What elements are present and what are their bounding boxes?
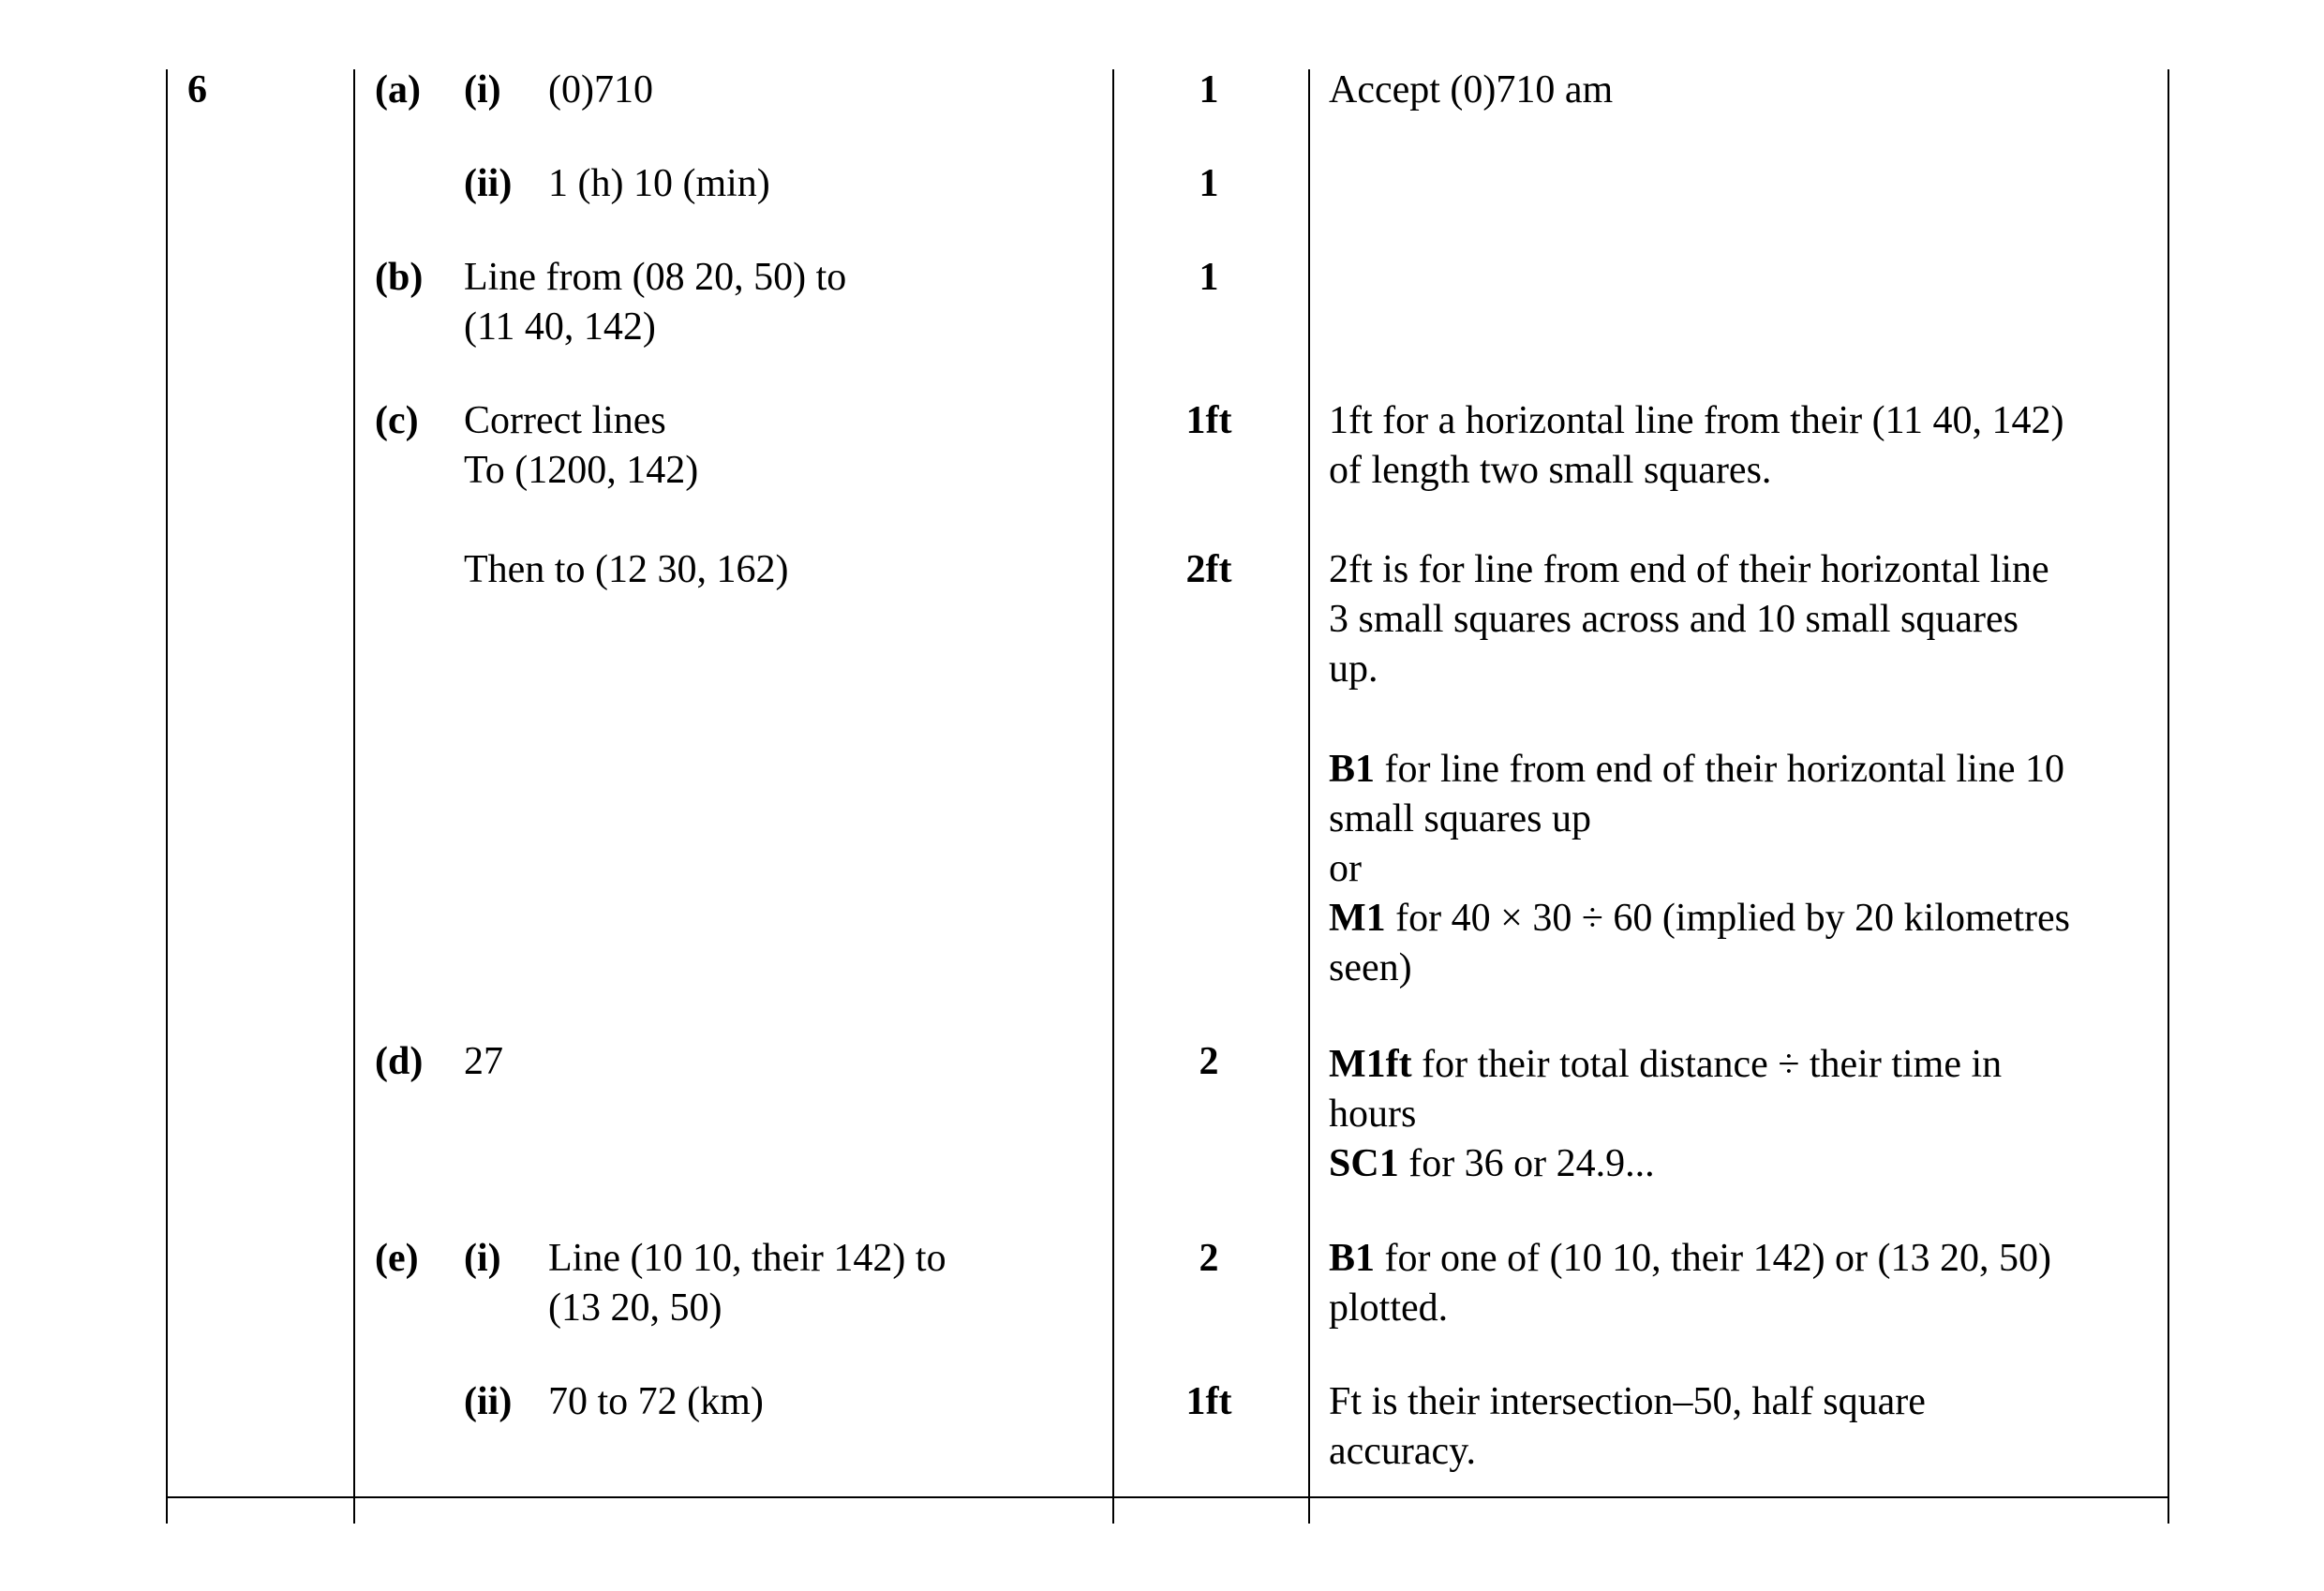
part-label-b: (b) — [375, 256, 424, 299]
b1-code-e: B1 — [1329, 1237, 1376, 1280]
answer-e-i — [548, 1234, 946, 1333]
guidance-e-i — [1329, 1234, 2051, 1333]
mark-d: 2 — [1199, 1040, 1219, 1083]
guidance-d — [1329, 1040, 2002, 1189]
mark-a-i: 1 — [1199, 68, 1219, 112]
answer-e-i-line-1: Line (10 10, their 142) to — [548, 1237, 946, 1280]
guidance-e-ii-line-2: accuracy. — [1329, 1430, 1476, 1473]
guidance-c-m1-line-2: seen) — [1329, 946, 1412, 989]
m1ft-code: M1ft — [1329, 1043, 1412, 1086]
answer-b-line-2: (11 40, 142) — [464, 305, 656, 349]
subpart-label-e-ii: (ii) — [464, 1380, 513, 1423]
table-divider-answer — [1112, 69, 1114, 1524]
guidance-c-then-line-1: 2ft is for line from end of their horizontal line — [1329, 548, 2049, 591]
question-number: 6 — [187, 68, 207, 112]
answer-c-line-1: Correct lines — [464, 399, 666, 442]
guidance-a-i: Accept (0)710 am — [1329, 68, 1614, 112]
answer-b-line-1: Line from (08 20, 50) to — [464, 256, 847, 299]
table-bottom-rule — [166, 1496, 2169, 1498]
guidance-e-i-line-2: plotted. — [1329, 1286, 1449, 1330]
table-border-left — [166, 69, 168, 1524]
guidance-c-then-line-3: up. — [1329, 647, 1378, 691]
answer-b — [464, 253, 846, 352]
part-label-a: (a) — [375, 68, 421, 112]
answer-c-then: Then to (12 30, 162) — [464, 548, 789, 591]
guidance-e-i-line-1 — [1329, 1234, 2051, 1284]
m1-text: for 40 × 30 ÷ 60 (implied by 20 kilometres — [1385, 897, 2070, 940]
answer-c-line-2: To (1200, 142) — [464, 449, 699, 492]
table-divider-marks — [1308, 69, 1310, 1524]
mark-e-ii: 1ft — [1185, 1380, 1232, 1423]
guidance-c-line-1: 1ft for a horizontal line from their (11 40, 142) — [1329, 399, 2064, 442]
table-border-right — [2168, 69, 2169, 1524]
b1-text-e: for one of (10 10, their 142) or (13 20, 50) — [1375, 1237, 2052, 1280]
answer-a-ii: 1 (h) 10 (min) — [548, 162, 770, 205]
guidance-c-b1-line-1 — [1329, 745, 2070, 795]
answer-e-ii: 70 to 72 (km) — [548, 1380, 764, 1423]
guidance-d-line-2: hours — [1329, 1093, 1417, 1136]
guidance-c-then-line-2: 3 small squares across and 10 small squares — [1329, 598, 2019, 641]
part-label-d: (d) — [375, 1040, 424, 1083]
answer-d: 27 — [464, 1040, 503, 1083]
guidance-c-b1-line-2: small squares up — [1329, 797, 1591, 840]
guidance-c-m1-line-1 — [1329, 894, 2070, 944]
guidance-c-line-2: of length two small squares. — [1329, 449, 1772, 492]
guidance-c-then — [1329, 545, 2049, 694]
b1-code: B1 — [1329, 748, 1376, 791]
sc1-text: for 36 or 24.9... — [1398, 1142, 1655, 1185]
guidance-c — [1329, 396, 2064, 496]
guidance-e-ii-line-1: Ft is their intersection–50, half square — [1329, 1380, 1926, 1423]
answer-c — [464, 396, 698, 496]
guidance-c-or: or — [1329, 847, 1362, 890]
guidance-d-line-3 — [1329, 1139, 2002, 1189]
table-divider-question — [353, 69, 355, 1524]
subpart-label-a-ii: (ii) — [464, 162, 513, 205]
part-label-c: (c) — [375, 399, 419, 442]
mark-e-i: 2 — [1199, 1237, 1219, 1280]
sc1-code: SC1 — [1329, 1142, 1399, 1185]
m1ft-text: for their total distance ÷ their time in — [1411, 1043, 2003, 1086]
mark-b: 1 — [1199, 256, 1219, 299]
mark-a-ii: 1 — [1199, 162, 1219, 205]
part-label-e: (e) — [375, 1237, 419, 1280]
m1-code: M1 — [1329, 897, 1386, 940]
subpart-label-a-i: (i) — [464, 68, 501, 112]
subpart-label-e-i: (i) — [464, 1237, 501, 1280]
answer-a-i: (0)710 — [548, 68, 653, 112]
guidance-e-ii — [1329, 1377, 1926, 1477]
answer-e-i-line-2: (13 20, 50) — [548, 1286, 723, 1330]
guidance-c-b1 — [1329, 745, 2070, 993]
mark-c: 1ft — [1185, 399, 1232, 442]
guidance-d-line-1 — [1329, 1040, 2002, 1090]
mark-c-then: 2ft — [1185, 548, 1232, 591]
b1-text: for line from end of their horizontal line 10 — [1375, 748, 2064, 791]
